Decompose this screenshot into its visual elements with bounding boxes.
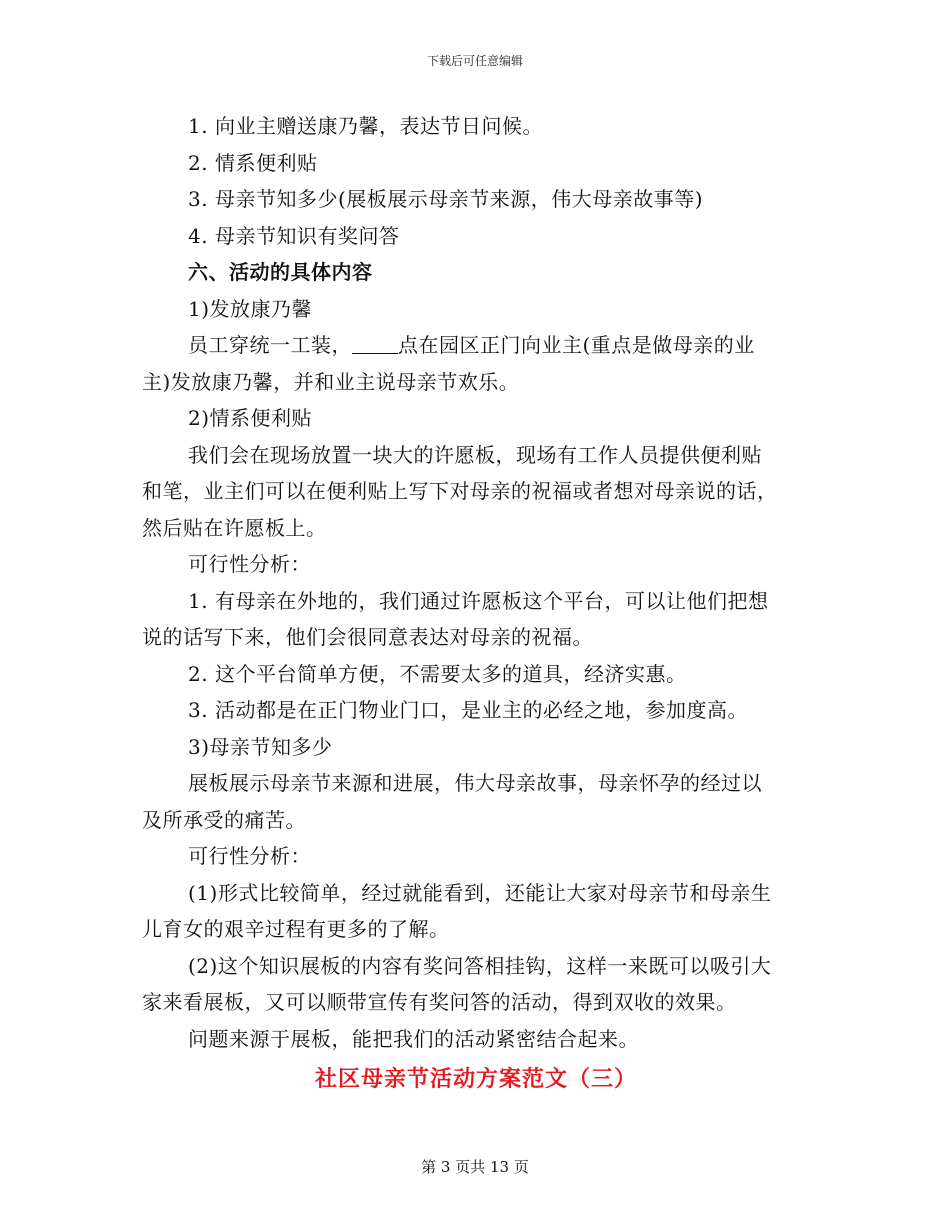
list-item: 4. 母亲节知识有奖问答 bbox=[188, 223, 400, 248]
list-item: 3. 活动都是在正门物业门口，是业主的必经之地，参加度高。 bbox=[188, 698, 748, 722]
paragraph-label: 可行性分析： bbox=[188, 844, 311, 868]
section-title: 社区母亲节活动方案范文（三） bbox=[314, 1066, 637, 1092]
paragraph-line: 展板展示母亲节来源和进展，伟大母亲故事，母亲怀孕的经过以 bbox=[188, 771, 762, 795]
list-item-continuation: 家来看展板，又可以顺带宣传有奖问答的活动，得到双收的效果。 bbox=[142, 990, 737, 1014]
list-item: (1)形式比较简单，经过就能看到，还能让大家对母亲节和母亲生 bbox=[188, 880, 772, 905]
paragraph-line bbox=[142, 327, 810, 364]
list-item: 3. 母亲节知多少(展板展示母亲节来源，伟大母亲故事等) bbox=[188, 187, 704, 211]
list-item: 2. 情系便利贴 bbox=[188, 150, 318, 175]
subsection-heading: 2)情系便利贴 bbox=[188, 406, 313, 430]
paragraph-line: 和笔，业主们可以在便利贴上写下对母亲的祝福或者想对母亲说的话， bbox=[142, 479, 778, 503]
paragraph-text: 员工穿统一工装， bbox=[188, 333, 352, 357]
section-heading: 六、活动的具体内容 bbox=[188, 260, 373, 284]
list-item: 1. 有母亲在外地的，我们通过许愿板这个平台，可以让他们把想 bbox=[188, 588, 769, 613]
document-body bbox=[142, 108, 810, 1098]
subsection-heading: 3)母亲节知多少 bbox=[188, 734, 333, 759]
paragraph-text: 点在园区正门向业主(重点是做母亲的业 bbox=[398, 333, 755, 357]
paragraph-label: 可行性分析： bbox=[188, 552, 311, 576]
list-item-continuation: 儿育女的艰辛过程有更多的了解。 bbox=[142, 917, 450, 941]
list-item: 2. 这个平台简单方便，不需要太多的道具，经济实惠。 bbox=[188, 661, 687, 686]
list-item: (2)这个知识展板的内容有奖问答相挂钩，这样一来既可以吸引大 bbox=[188, 953, 772, 978]
blank-underline bbox=[352, 335, 398, 354]
subsection-heading: 1)发放康乃馨 bbox=[188, 296, 313, 321]
page-footer: 第 3 页共 13 页 bbox=[421, 1158, 529, 1176]
page-header: 下载后可任意编辑 bbox=[426, 54, 523, 68]
paragraph-line: 然后贴在许愿板上。 bbox=[142, 515, 327, 540]
paragraph-line: 我们会在现场放置一块大的许愿板，现场有工作人员提供便利贴 bbox=[188, 442, 762, 467]
paragraph-line: 问题来源于展板，能把我们的活动紧密结合起来。 bbox=[188, 1026, 639, 1051]
list-item: 1. 向业主赠送康乃馨，表达节日问候。 bbox=[188, 114, 543, 138]
paragraph-line: 主)发放康乃馨，并和业主说母亲节欢乐。 bbox=[142, 369, 520, 394]
paragraph-line: 及所承受的痛苦。 bbox=[142, 807, 306, 832]
list-item-continuation: 说的话写下来，他们会很同意表达对母亲的祝福。 bbox=[142, 625, 593, 649]
